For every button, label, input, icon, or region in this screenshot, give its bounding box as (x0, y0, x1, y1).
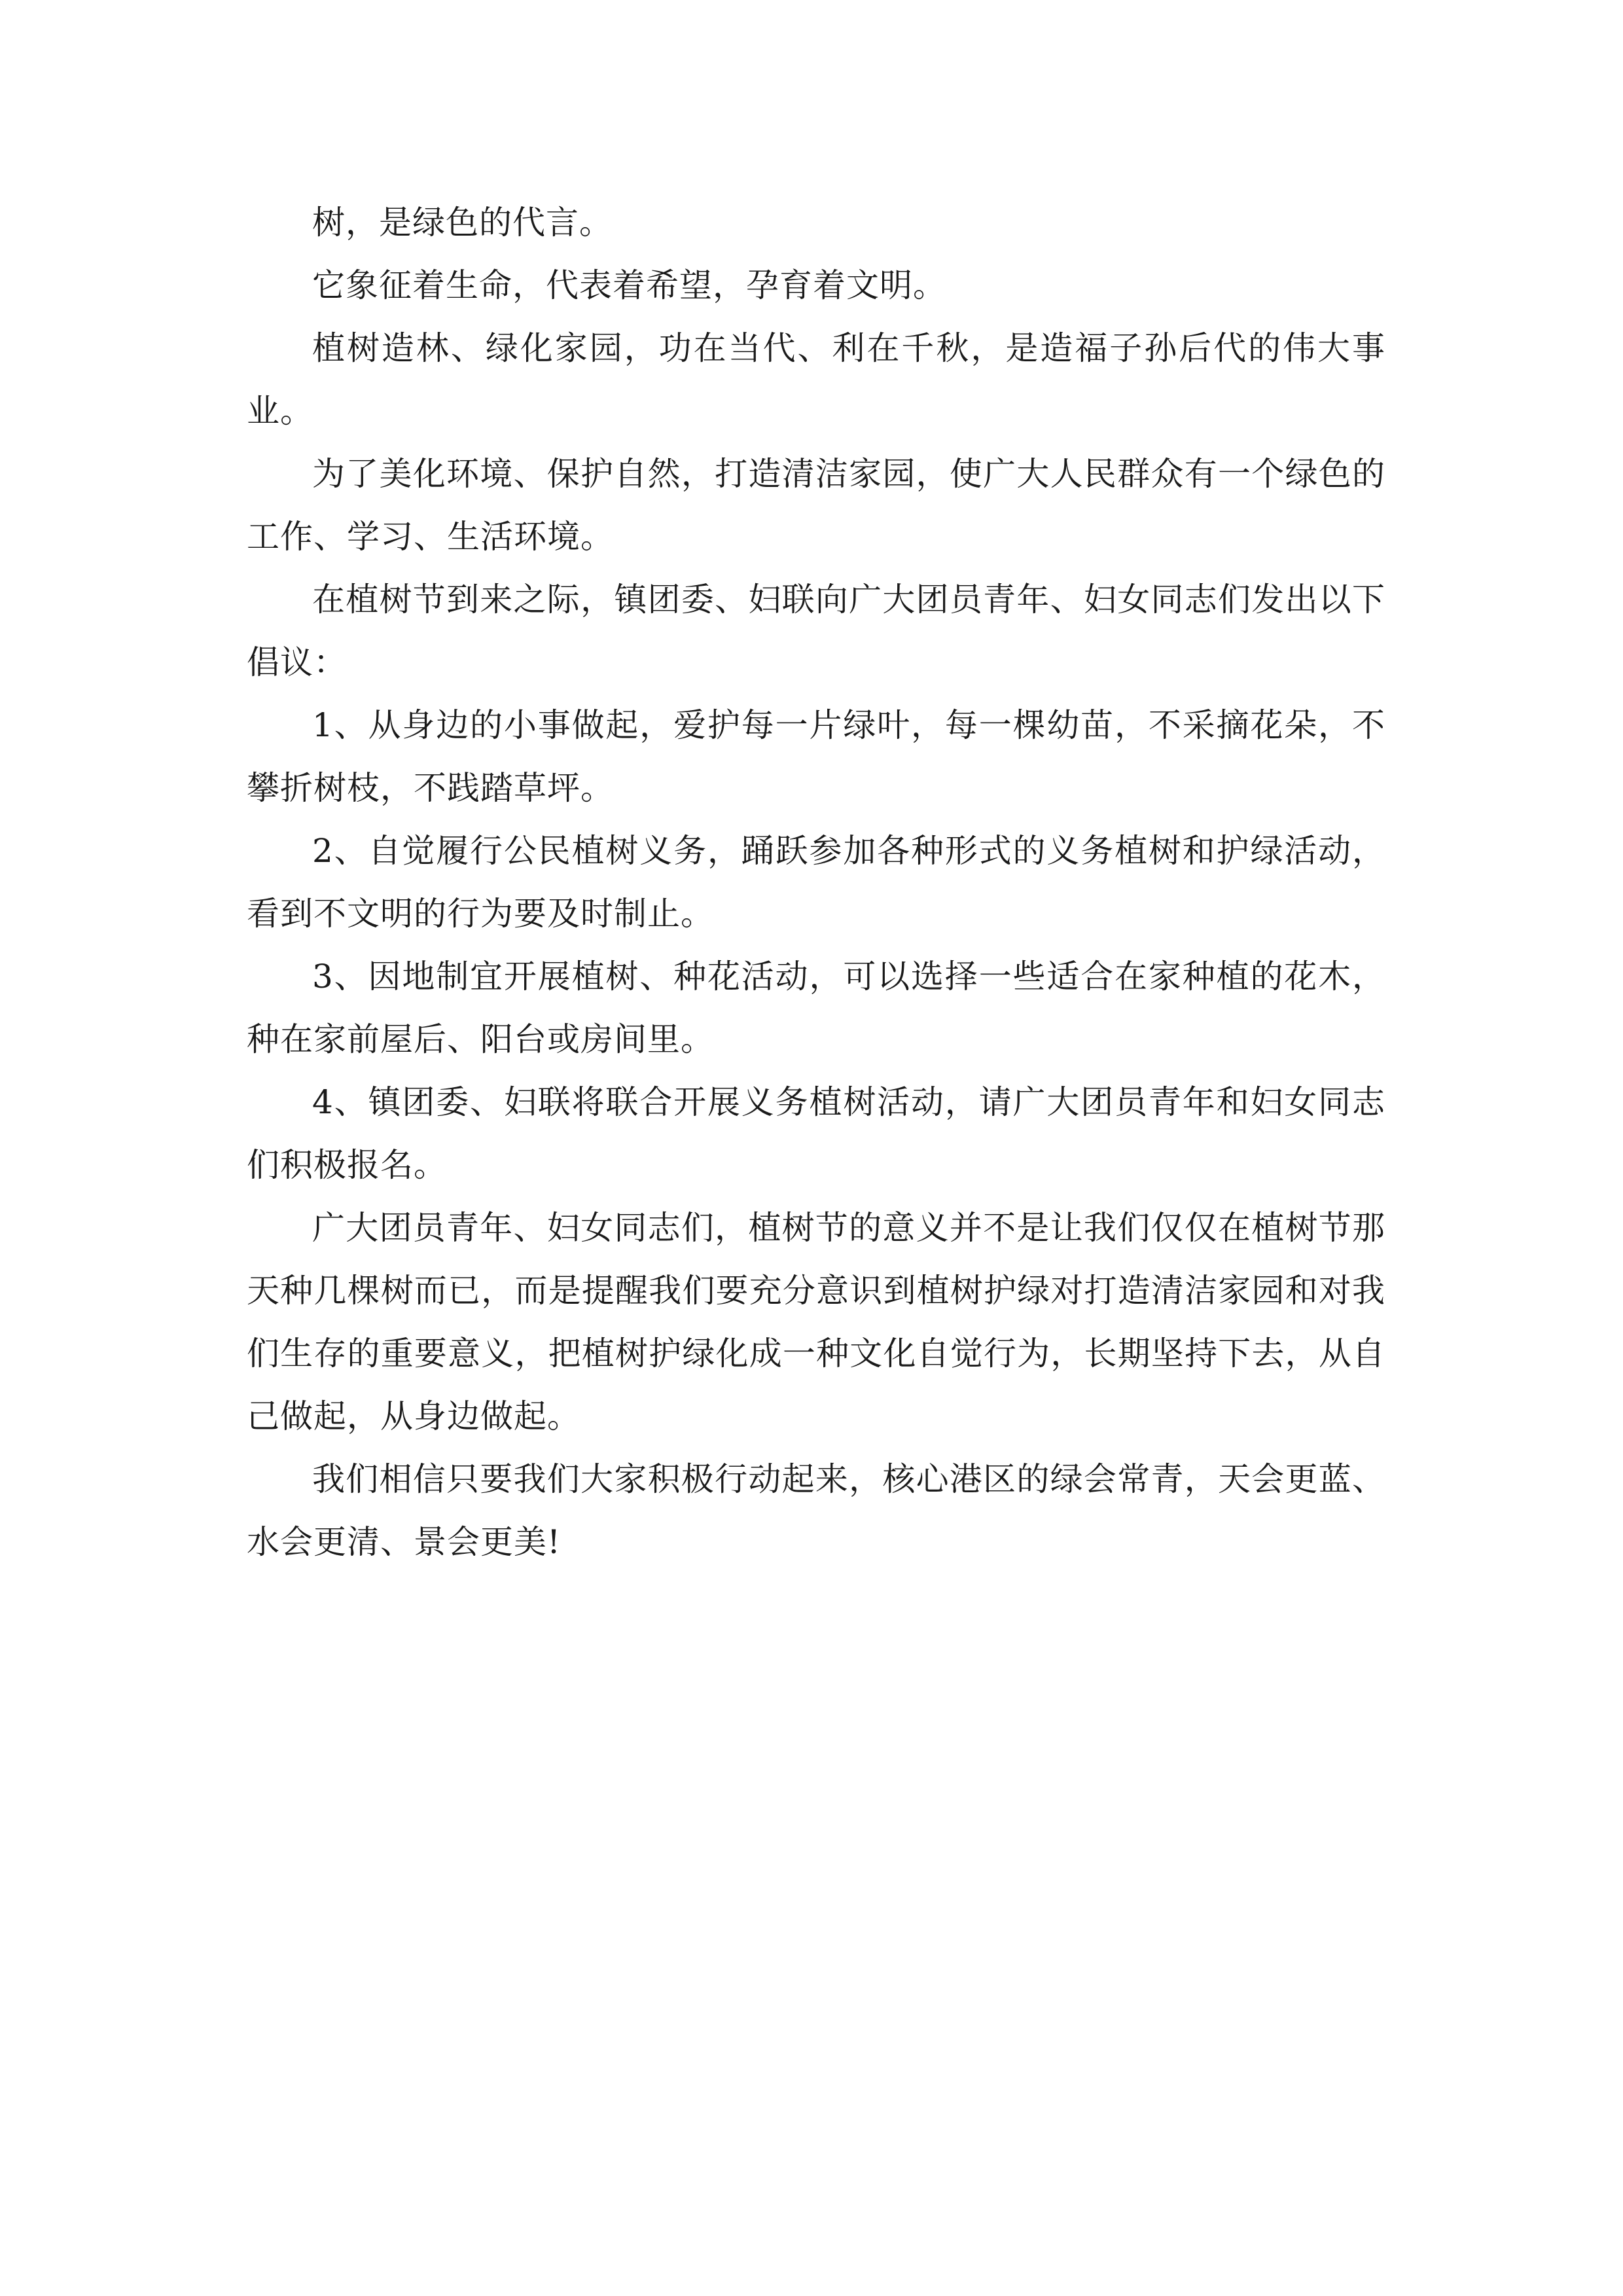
paragraph-appeal: 广大团员青年、妇女同志们，植树节的意义并不是让我们仅仅在植树节那天种几棵树而已，而是提醒我们要充分意识到植树护绿对打造清洁家园和对我们生存的重要意义，把植树护绿化成一种文化自觉行为，长期坚持下去，从自己做起，从身边做起。 (247, 1209, 1385, 1435)
proposal-item-2: 2、自觉履行公民植树义务，踊跃参加各种形式的义务植树和护绿活动，看到不文明的行为要及时制止。 (247, 832, 1385, 933)
paragraph-proposal-lead: 在植树节到来之际，镇团委、妇联向广大团员青年、妇女同志们发出以下倡议： (247, 581, 1385, 681)
proposal-item-4: 4、镇团委、妇联将联合开展义务植树活动，请广大团员青年和妇女同志们积极报名。 (247, 1083, 1385, 1184)
paragraph-symbolism: 它象征着生命，代表着希望，孕育着文明。 (312, 266, 946, 304)
paragraph-purpose: 为了美化环境、保护自然，打造清洁家园，使广大人民群众有一个绿色的工作、学习、生活环境。 (247, 455, 1385, 556)
paragraph-closing: 我们相信只要我们大家积极行动起来，核心港区的绿会常青，天会更蓝、水会更清、景会更美! (247, 1460, 1385, 1561)
paragraph-significance: 植树造林、绿化家园，功在当代、利在千秋，是造福子孙后代的伟大事业。 (247, 329, 1385, 430)
proposal-item-3: 3、因地制宜开展植树、种花活动，可以选择一些适合在家种植的花木，种在家前屋后、阳台或房间里。 (247, 958, 1385, 1058)
document-body (247, 191, 1385, 1573)
proposal-item-1: 1、从身边的小事做起，爱护每一片绿叶，每一棵幼苗，不采摘花朵，不攀折树枝，不践踏草坪。 (247, 706, 1385, 807)
paragraph-intro: 树，是绿色的代言。 (312, 204, 613, 242)
